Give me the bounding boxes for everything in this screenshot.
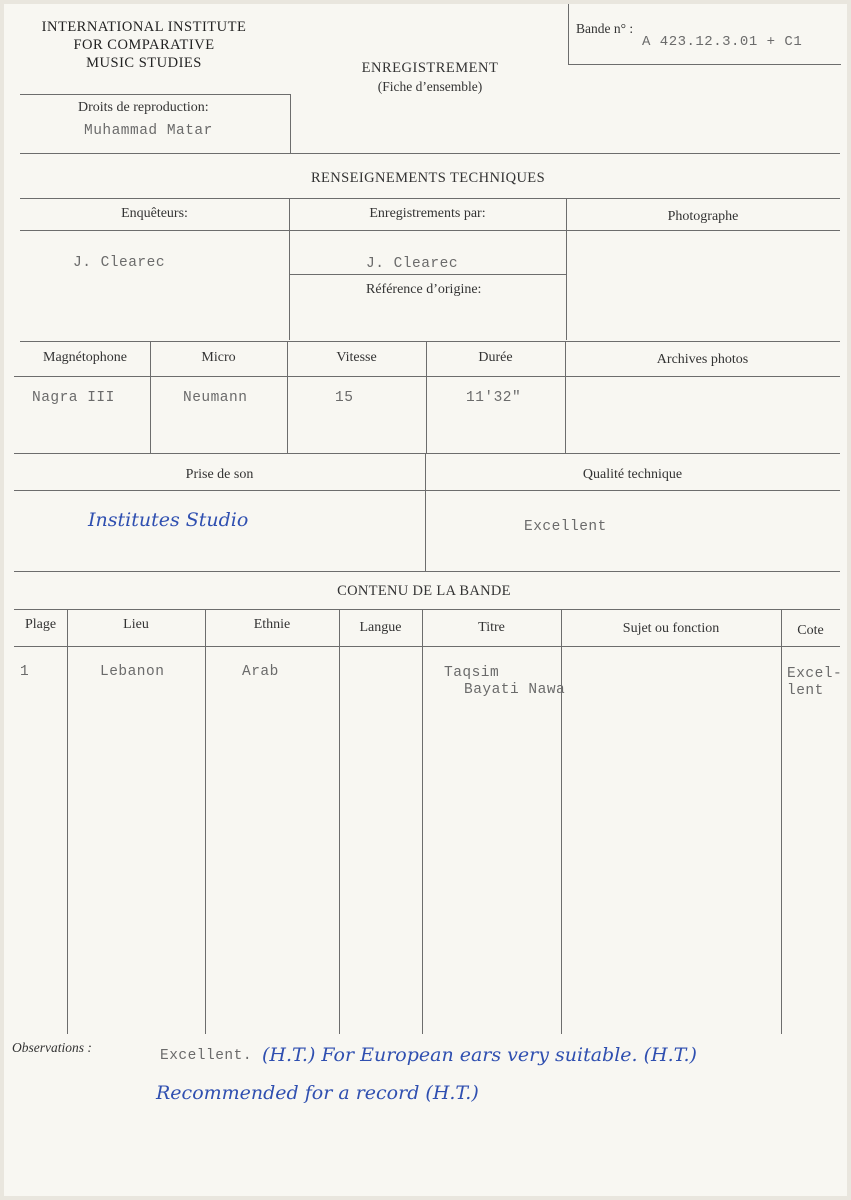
row-titre-2: Bayati Nawa: [464, 682, 566, 698]
col-ethnie: Ethnie: [253, 617, 291, 632]
vitesse-label: Vitesse: [336, 350, 377, 365]
col-titre: Titre: [478, 620, 505, 635]
bande-label: Bande n° :: [576, 21, 634, 36]
magnetophone-label: Magnétophone: [43, 350, 127, 365]
col-cote: Cote: [797, 623, 824, 638]
reference-label: Référence d’origine:: [366, 282, 482, 297]
col-langue: Langue: [359, 620, 402, 635]
institute-line-3: MUSIC STUDIES: [86, 55, 202, 71]
col-sujet: Sujet ou fonction: [622, 621, 720, 636]
rights-label: Droits de reproduction:: [78, 100, 209, 115]
observations-handwritten-2: Recommended for a record (H.T.): [156, 1082, 479, 1104]
photographe-label: Photographe: [667, 209, 739, 224]
prise-label: Prise de son: [185, 467, 254, 482]
enregistrements-label: Enregistrements par:: [369, 206, 486, 221]
observations-typed: Excellent.: [160, 1048, 253, 1064]
institute-line-2: FOR COMPARATIVE: [73, 37, 215, 53]
col-lieu: Lieu: [123, 617, 149, 632]
form-title: ENREGISTREMENT: [361, 60, 499, 76]
row-cote-2: lent: [787, 683, 824, 699]
institute-name: [19, 18, 269, 72]
micro-value: Neumann: [183, 390, 248, 406]
observations-handwritten-1: (H.T.) For European ears very suitable. (H.T.): [262, 1044, 697, 1066]
prise-value: Institutes Studio: [88, 509, 249, 531]
record-sheet: [4, 4, 847, 1196]
bande-number: A 423.12.3.01 + C1: [642, 34, 803, 50]
row-plage: 1: [20, 664, 30, 680]
row-titre-1: Taqsim: [444, 665, 500, 681]
technical-section-title: RENSEIGNEMENTS TECHNIQUES: [310, 170, 546, 186]
enqueteurs-value: J. Clearec: [73, 255, 166, 271]
rights-value: Muhammad Matar: [84, 123, 213, 139]
duree-value: 11'32": [466, 390, 522, 406]
magnetophone-value: Nagra III: [32, 390, 115, 406]
duree-label: Durée: [478, 350, 513, 365]
enregistrements-value: J. Clearec: [366, 256, 459, 272]
archives-label: Archives photos: [656, 352, 749, 367]
qualite-label: Qualité technique: [582, 467, 683, 482]
enqueteurs-label: Enquêteurs:: [121, 206, 188, 221]
form-subtitle: (Fiche d’ensemble): [377, 79, 483, 94]
content-section-title: CONTENU DE LA BANDE: [337, 583, 511, 599]
row-cote-1: Excel-: [787, 666, 843, 682]
vitesse-value: 15: [335, 390, 354, 406]
micro-label: Micro: [201, 350, 236, 365]
row-lieu: Lebanon: [100, 664, 165, 680]
qualite-value: Excellent: [524, 519, 607, 535]
institute-line-1: INTERNATIONAL INSTITUTE: [41, 19, 247, 35]
col-plage: Plage: [24, 617, 57, 632]
row-ethnie: Arab: [242, 664, 279, 680]
observations-label: Observations :: [12, 1040, 92, 1055]
